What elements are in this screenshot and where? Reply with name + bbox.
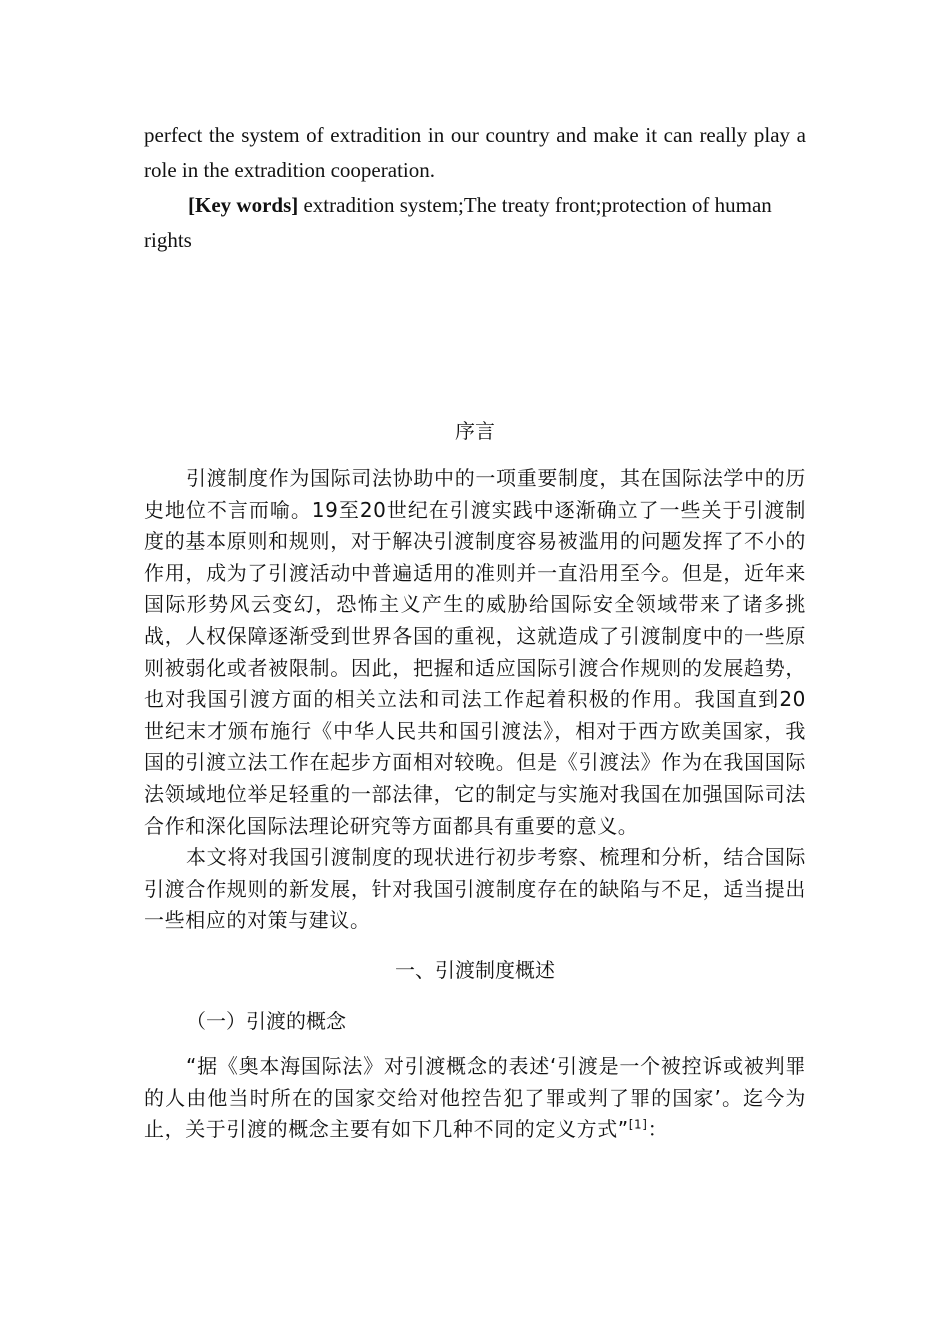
concept-paragraph: [144, 1051, 806, 1146]
concept-text: “据《奥本海国际法》对引渡概念的表述‘引渡是一个被控诉或被判罪的人由他当时所在的国家交给对他控告犯了罪或判了罪的国家’。迄今为止，关于引渡的概念主要有如下几种不同的定义方式”: [144, 1053, 806, 1142]
abstract-continuation: perfect the system of extradition in our country and make it can really play a role in the extradition cooperation.: [144, 123, 806, 182]
preface-heading: 序言: [455, 419, 495, 443]
concept-trailing-colon: ：: [647, 1117, 669, 1142]
page-content: [144, 118, 806, 1146]
citation-marker: [1]: [628, 1117, 648, 1132]
keywords-label: [Key words]: [188, 193, 299, 217]
section-spacer: [144, 258, 806, 416]
preface-paragraph-2: 本文将对我国引渡制度的现状进行初步考察、梳理和分析，结合国际引渡合作规则的新发展，针对我国引渡制度存在的缺陷与不足，适当提出一些相应的对策与建议。: [144, 845, 806, 933]
keywords-line: [144, 188, 806, 258]
preface-paragraph-1: 引渡制度作为国际司法协助中的一项重要制度，其在国际法学中的历史地位不言而喻。19至20世纪在引渡实践中逐渐确立了一些关于引渡制度的基本原则和规则，对于解决引渡制度容易被滥用的问题发挥了不小的作用，成为了引渡活动中普遍适用的准则并一直沿用至今。但是，近年来国际形势风云变幻，恐怖主义产生的威胁给国际安全领域带来了诸多挑战，人权保障逐渐受到世界各国的重视，这就造成了引渡制度中的一些原则被弱化或者被限制。因此，把握和适应国际引渡合作规则的发展趋势，也对我国引渡方面的相关立法和司法工作起着积极的作用。我国直到20世纪末才颁布施行《中华人民共和国引渡法》，相对于西方欧美国家，我国的引渡立法工作在起步方面相对较晚。但是《引渡法》作为在我国国际法领域地位举足轻重的一部法律，它的制定与实施对我国在加强国际司法合作和深化国际法理论研究等方面都具有重要的意义。: [144, 466, 806, 838]
section-heading: 一、引渡制度概述: [395, 957, 555, 982]
subsection-heading: （一）引渡的概念: [186, 1008, 346, 1033]
keywords-text: extradition system;The treaty front;protection of human rights: [144, 193, 772, 252]
